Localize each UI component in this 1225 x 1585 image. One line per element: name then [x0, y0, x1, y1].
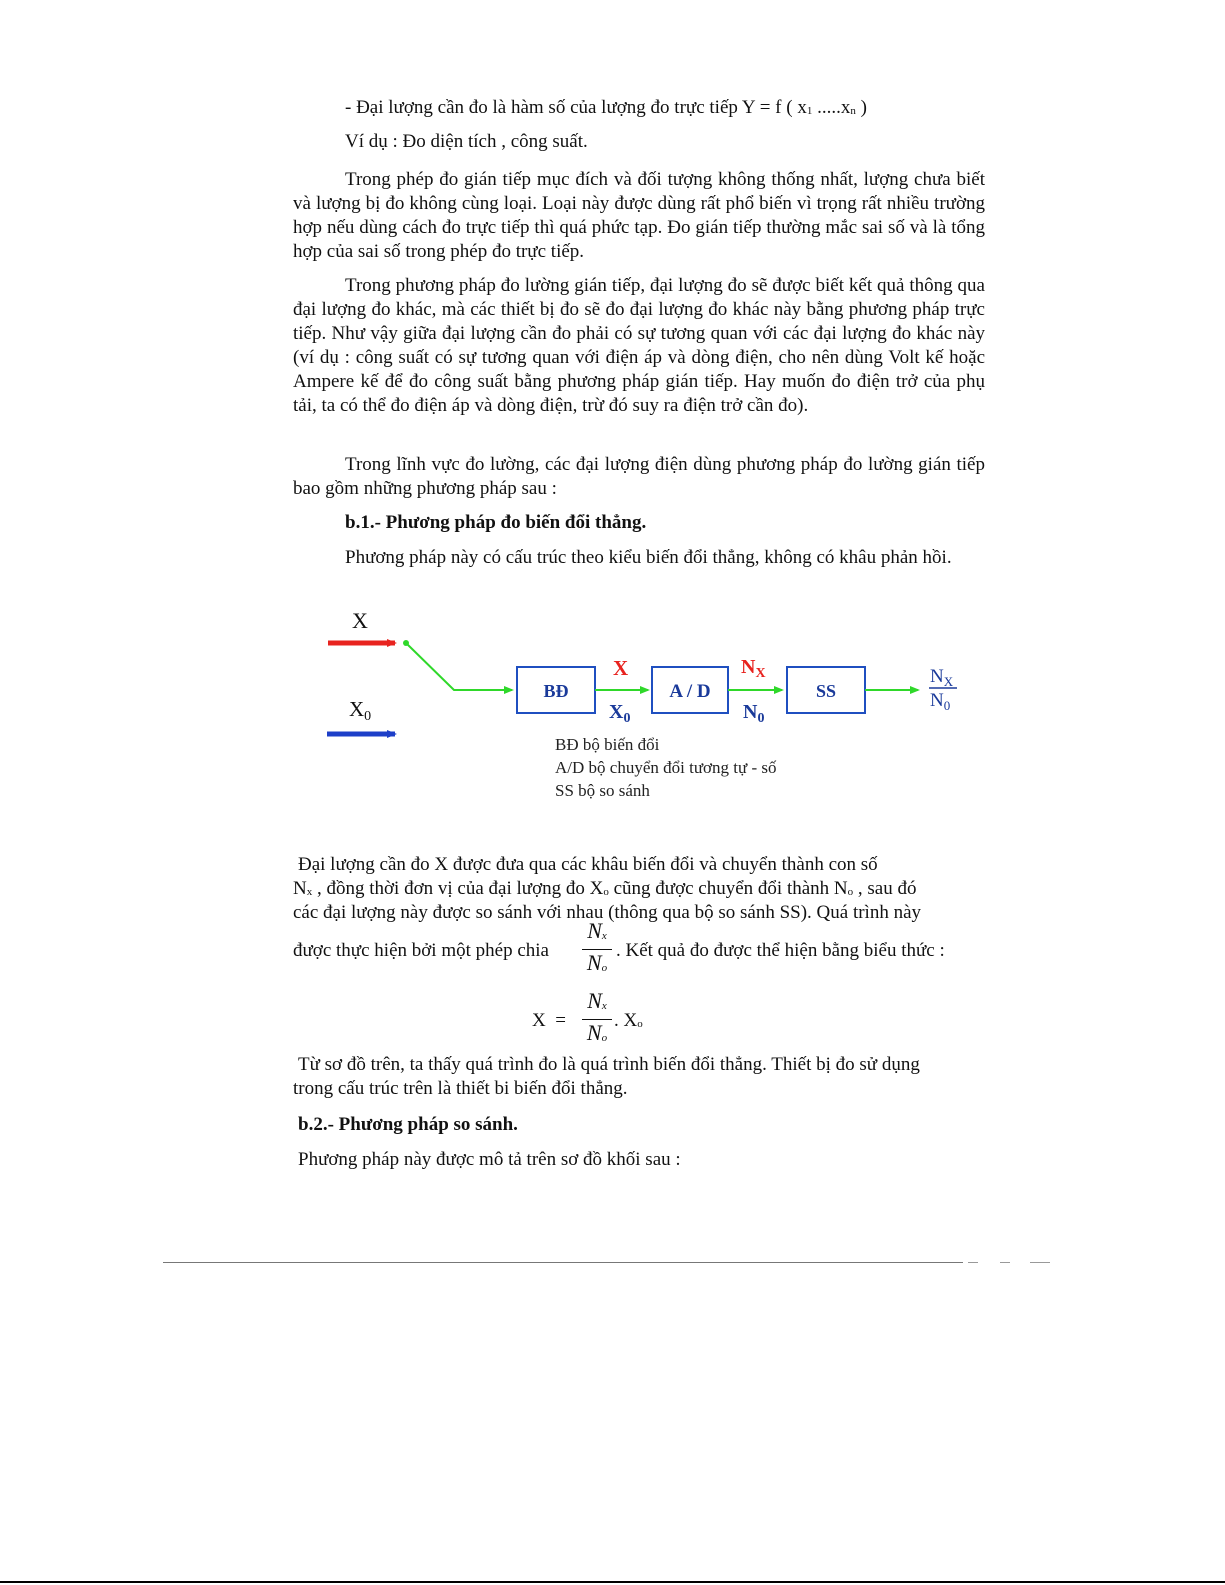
block-ad-label: A / D: [669, 681, 711, 702]
heading-b2: b.2.- Phương pháp so sánh.: [298, 1114, 518, 1135]
page-bottom-edge: [0, 1581, 1225, 1583]
footer-rule-dash: [968, 1262, 978, 1263]
label-n0-blue: $N_0$: [743, 701, 765, 726]
switch-line: [406, 643, 512, 690]
paragraph-comparison-intro: Phương pháp này được mô tả trên sơ đồ khối sau :: [298, 1149, 681, 1170]
paragraph-electrical-methods: Trong lĩnh vực đo lường, các đại lượng điện dùng phương pháp đo lường gián tiếp bao gồm những phương pháp sau :: [293, 454, 985, 499]
paragraph-explanation-line4b: . Kết quả đo được thể hiện bằng biểu thức :: [616, 940, 945, 961]
output-denominator: $N_0$: [930, 690, 951, 713]
block-bd-label: BĐ: [543, 681, 569, 701]
label-nx-red: $N_X$: [741, 656, 766, 681]
paragraph-explanation-line2: $N_x$ , đồng thời đơn vị của đại lượng đo $X_o$ cũng được chuyển đổi thành $N_o$ , sau đó: [293, 878, 917, 899]
inline-fraction: $N_x$ $N_o$: [582, 918, 612, 981]
output-numerator: $N_X$: [930, 666, 954, 689]
block-ss-label: SS: [815, 681, 837, 701]
formula-fraction: $N_x$ $N_o$: [582, 988, 612, 1051]
paragraph-conclusion: Từ sơ đồ trên, ta thấy quá trình đo là quá trình biến đổi thẳng. Thiết bị đo sử dụng trong cấu trúc trên là thiết bi biến đổi thẳng.: [293, 1054, 920, 1099]
paragraph-explanation-line4a: được thực hiện bởi một phép chia: [293, 940, 549, 961]
input-x0-label: X0: [349, 697, 372, 724]
diagram-legend: [555, 733, 776, 802]
legend-item: SS bộ so sánh: [555, 781, 650, 800]
heading-b1: b.1.- Phương pháp đo biến đổi thẳng.: [345, 512, 647, 533]
footer-rule: [163, 1262, 963, 1263]
legend-item: A/D bộ chuyển đổi tương tự - số: [555, 758, 777, 777]
legend-item: BĐ bộ biến đổi: [555, 735, 660, 754]
label-x0-blue: $X_0$: [609, 701, 631, 726]
formula-rhs: . $X_o$: [614, 1010, 643, 1031]
formula-lhs: X =: [532, 1010, 566, 1031]
label-x-red: X: [613, 656, 629, 680]
footer-rule-dash: [1030, 1262, 1050, 1263]
paragraph-explanation-line1: Đại lượng cần đo X được đưa qua các khâu biến đổi và chuyển thành con số: [298, 854, 878, 875]
example-line: Ví dụ : Đo diện tích , công suất.: [345, 131, 588, 152]
formula-line: - Đại lượng cần đo là hàm số của lượng đo trực tiếp Y = f ( $x_1$ $.....x_n$ ): [345, 97, 867, 118]
footer-rule-dash: [1000, 1262, 1010, 1263]
paragraph-direct-conversion: Phương pháp này có cấu trúc theo kiểu biến đổi thẳng, không có khâu phản hồi.: [345, 547, 952, 568]
paragraph-indirect-measurement: Trong phép đo gián tiếp mục đích và đối tượng không thống nhất, lượng chưa biết và lượng bị đo không cùng loại. Loại này được dùng rất phổ biến vì trọng rất nhiều trường hợp nếu dùng cách đo trực tiếp thì quá phức tạp. Đo gián tiếp thường mắc sai số và là tổng hợp của sai số trong phép đo trực tiếp.: [293, 169, 985, 262]
paragraph-explanation-line3: các đại lượng này được so sánh với nhau (thông qua bộ so sánh SS). Quá trình này: [293, 902, 922, 923]
input-x-label: X: [352, 608, 368, 633]
paragraph-indirect-method: Trong phương pháp đo lường gián tiếp, đại lượng đo sẽ được biết kết quả thông qua đại lượng đo khác, mà các thiết bị đo sẽ đo đại lượng đo khác này bằng phương pháp trực tiếp. Như vậy giữa đại lượng cần đo phải có sự tương quan với các đại lượng đo khác này (ví dụ : công suất có sự tương quan với điện áp và dòng điện, cho nên dùng Volt kế hoặc Ampere kế để đo công suất bằng phương pháp gián tiếp. Hay muốn đo điện trở của phụ tải, ta có thể đo điện áp và dòng điện, trừ đó suy ra điện trở cần đo).: [293, 275, 985, 416]
